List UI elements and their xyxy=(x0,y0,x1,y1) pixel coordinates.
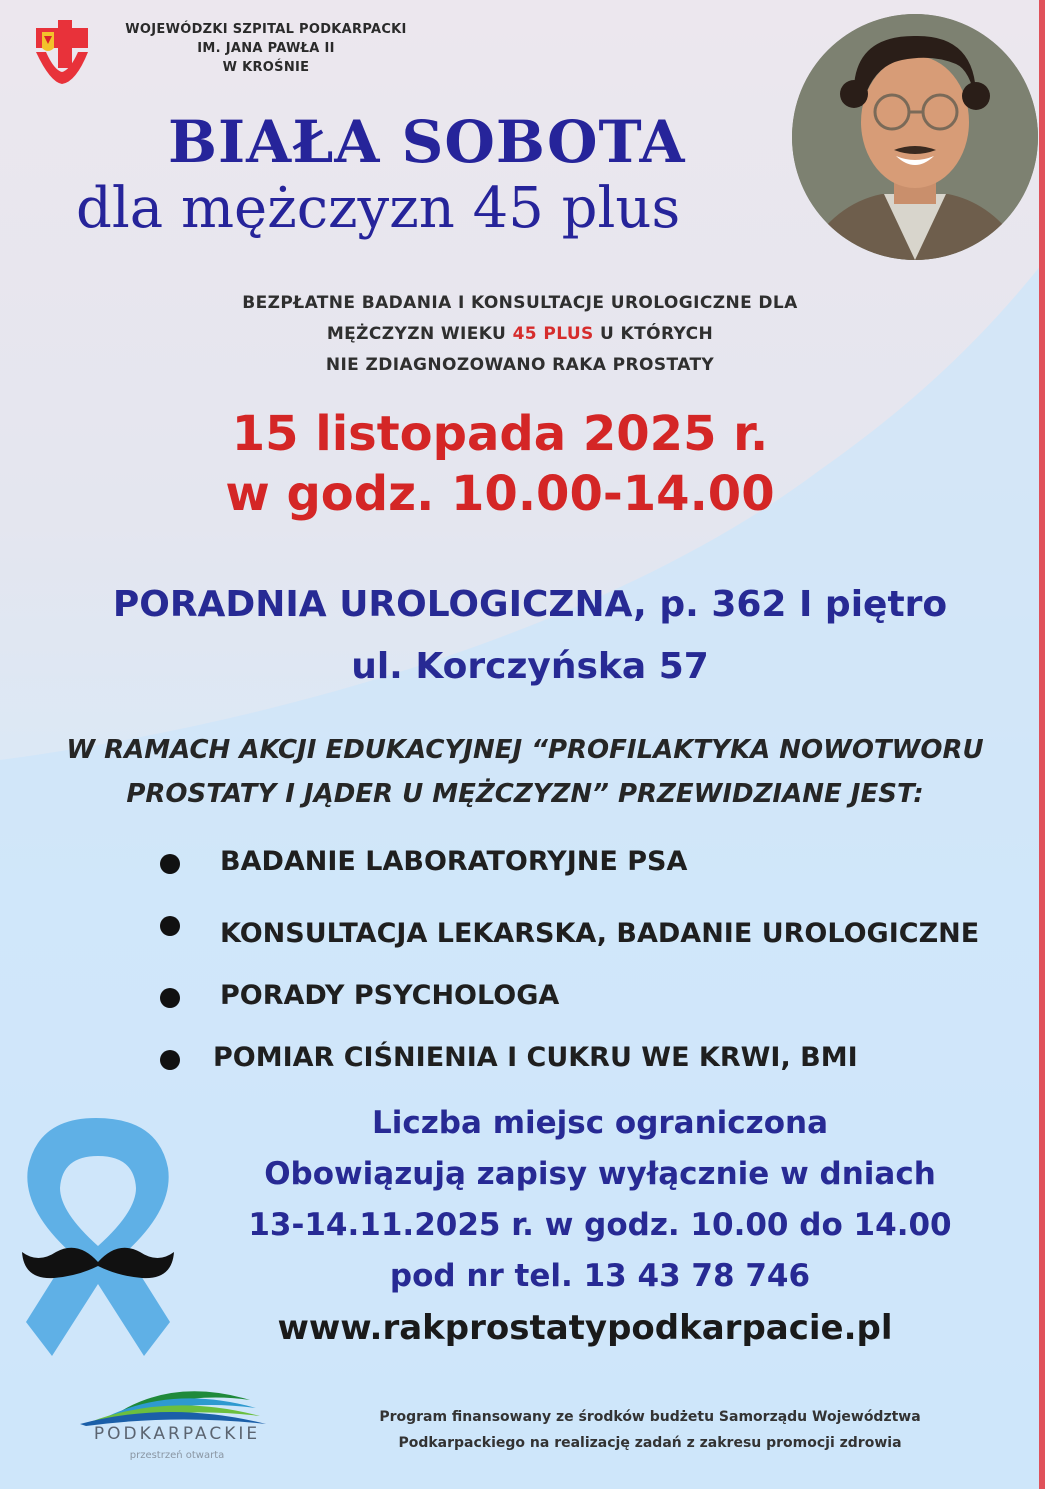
hospital-name-line3: W KROŚNIE xyxy=(222,60,310,75)
event-datetime xyxy=(120,404,880,524)
registration-phone: pod nr tel. 13 43 78 746 xyxy=(389,1258,811,1294)
event-date: 15 listopada 2025 r. xyxy=(231,406,769,462)
avatar xyxy=(792,14,1038,260)
list-item xyxy=(150,976,1030,1016)
hospital-name-line2: IM. JANA PAWŁA II xyxy=(197,41,335,56)
registration-info xyxy=(200,1098,1000,1302)
campaign-intro-line1: W RAMACH AKCJI EDUKACYJNEJ “PROFILAKTYKA NOWOTWORU xyxy=(66,735,984,765)
registration-dates: 13-14.11.2025 r. w godz. 10.00 do 14.00 xyxy=(248,1207,952,1243)
right-edge-stripe xyxy=(1039,0,1045,1489)
main-subtitle: dla mężczyzn 45 plus xyxy=(76,176,681,241)
bullet-icon xyxy=(160,854,180,874)
description-line3: NIE ZDIAGNOZOWANO RAKA PROSTATY xyxy=(325,355,715,375)
funding-note xyxy=(300,1404,1000,1456)
registration-rule: Obowiązują zapisy wyłącznie w dniach xyxy=(264,1156,936,1192)
region-logo-tagline: przestrzeń otwarta xyxy=(129,1450,225,1461)
description-line2-start: MĘŻCZYZN WIEKU xyxy=(326,324,513,344)
clinic-name: PORADNIA UROLOGICZNA, p. 362 I piętro xyxy=(112,584,948,625)
list-item xyxy=(150,1038,1030,1078)
region-logo-name: PODKARPACKIE xyxy=(93,1424,261,1444)
event-hours: w godz. 10.00-14.00 xyxy=(225,466,775,522)
age-highlight: 45 PLUS xyxy=(512,324,594,344)
bullet-icon xyxy=(160,916,180,936)
hospital-logo-icon xyxy=(32,18,92,86)
bullet-icon xyxy=(160,988,180,1008)
description-line2-end: U KTÓRYCH xyxy=(593,324,714,344)
event-location xyxy=(40,574,1020,698)
website-link[interactable]: www.rakprostatypodkarpacie.pl xyxy=(277,1308,893,1348)
main-title: BIAŁA SOBOTA xyxy=(168,108,686,176)
description xyxy=(150,288,890,381)
funding-note-line1: Program finansowany ze środków budżetu Samorządu Województwa xyxy=(379,1409,921,1425)
service-label: PORADY PSYCHOLOGA xyxy=(220,980,560,1011)
description-line2 xyxy=(150,319,890,350)
service-label: BADANIE LABORATORYJNE PSA xyxy=(220,846,688,877)
limited-seats: Liczba miejsc ograniczona xyxy=(372,1105,828,1141)
campaign-intro-line2: PROSTATY I JĄDER U MĘŻCZYZN” PRZEWIDZIANE JEST: xyxy=(126,779,924,809)
street-address: ul. Korczyńska 57 xyxy=(351,646,709,687)
funding-note-line2: Podkarpackiego na realizację zadań z zakresu promocji zdrowia xyxy=(398,1435,902,1451)
hospital-name xyxy=(96,20,436,77)
bullet-icon xyxy=(160,1050,180,1070)
list-item xyxy=(150,912,1030,952)
service-label: KONSULTACJA LEKARSKA, BADANIE UROLOGICZNE xyxy=(220,918,980,949)
description-line1: BEZPŁATNE BADANIA I KONSULTACJE UROLOGICZNE DLA xyxy=(242,293,798,313)
service-label: POMIAR CIŚNIENIA I CUKRU WE KRWI, BMI xyxy=(213,1042,858,1073)
campaign-intro xyxy=(30,728,1020,816)
list-item xyxy=(150,842,1030,882)
hospital-name-line1: WOJEWÓDZKI SZPITAL PODKARPACKI xyxy=(125,22,407,37)
